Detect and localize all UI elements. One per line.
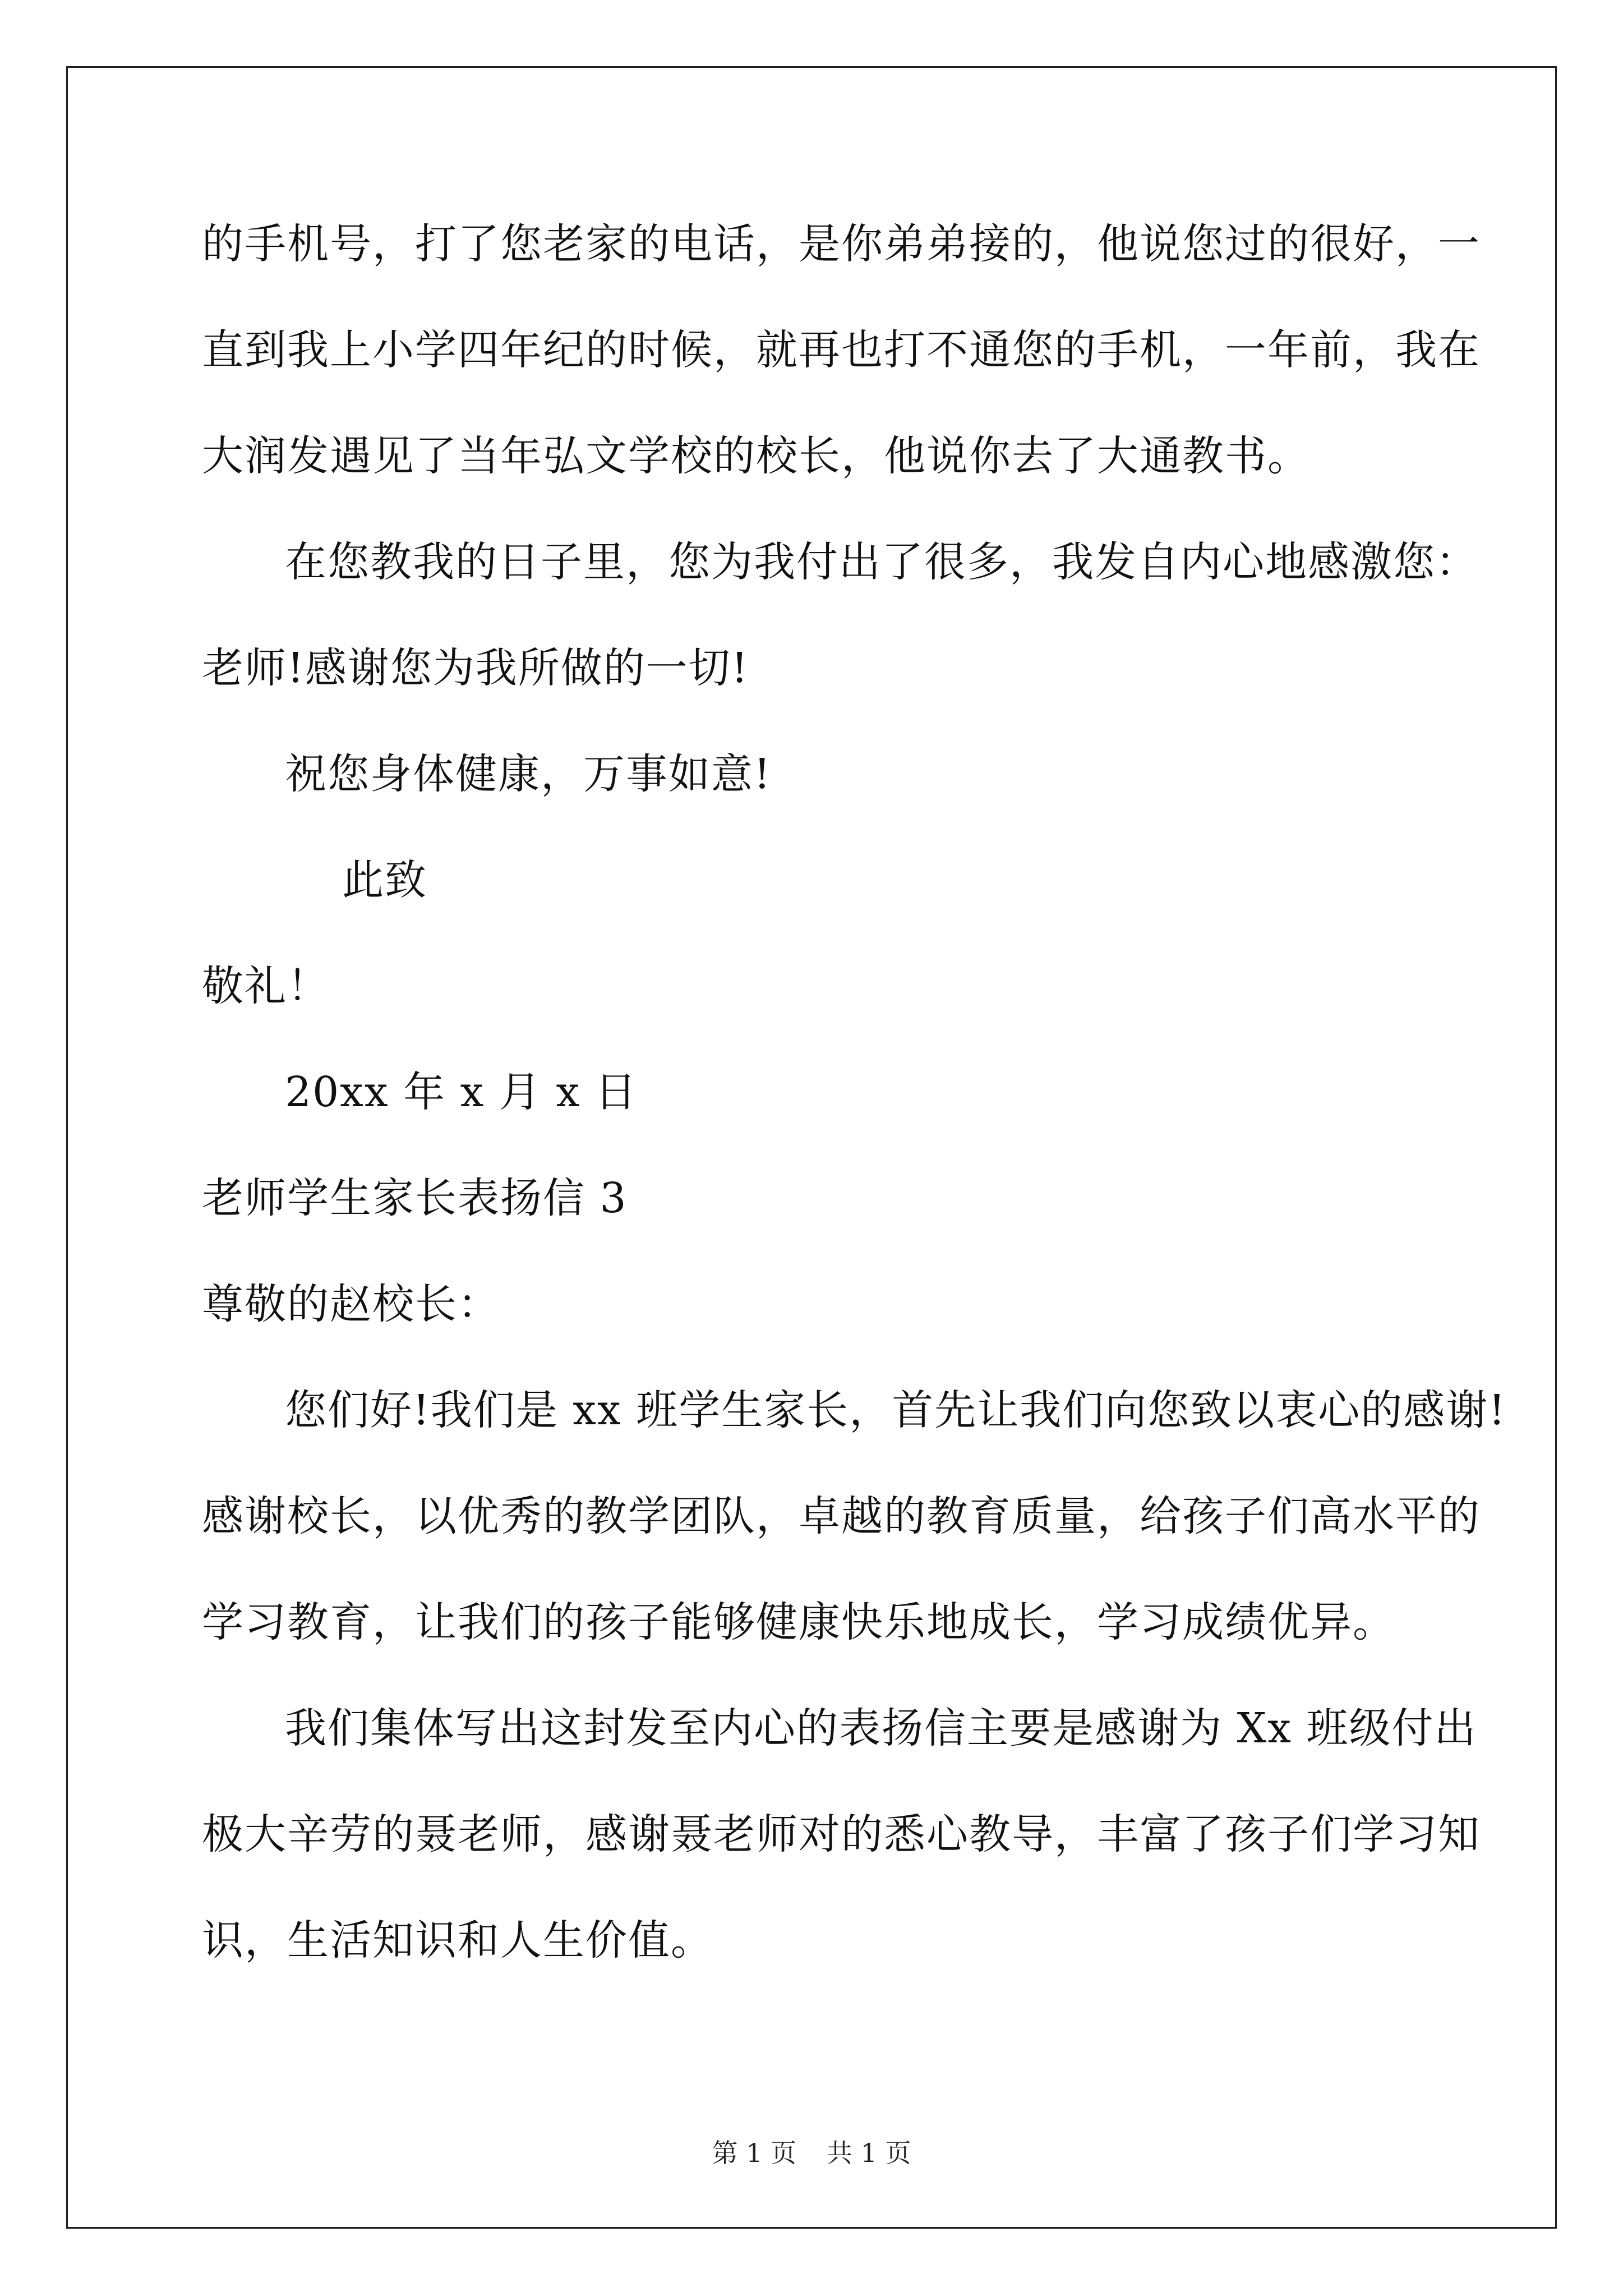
closing-salutation: 此致	[342, 856, 427, 904]
text-line: 大润发遇见了当年弘文学校的校长，他说你去了大通教书。	[202, 432, 1310, 480]
page-number: 第 1 页	[712, 2138, 796, 2168]
text-line: 我们集体写出这封发至内心的表扬信主要是感谢为 Xx 班级付出	[285, 1704, 1477, 1752]
text-line: 的手机号，打了您老家的电话，是你弟弟接的，他说您过的很好，一	[202, 220, 1481, 268]
text-line: 您们好!我们是 xx 班学生家长，首先让我们向您致以衷心的感谢!	[285, 1386, 1506, 1434]
text-line: 识，生活知识和人生价值。	[202, 1916, 713, 1964]
text-line: 直到我上小学四年纪的时候，就再也打不通您的手机，一年前，我在	[202, 326, 1481, 374]
text-line: 祝您身体健康，万事如意!	[285, 750, 772, 798]
letter-greeting: 尊敬的赵校长：	[202, 1280, 500, 1328]
text-line: 感谢校长，以优秀的教学团队，卓越的教育质量，给孩子们高水平的	[202, 1492, 1481, 1540]
text-line: 极大辛劳的聂老师，感谢聂老师对的悉心教导，丰富了孩子们学习知	[202, 1810, 1481, 1858]
text-line: 学习教育，让我们的孩子能够健康快乐地成长，学习成绩优异。	[202, 1598, 1395, 1646]
closing-regards: 敬礼！	[202, 962, 330, 1010]
text-line: 老师!感谢您为我所做的一切!	[202, 644, 749, 692]
letter-body	[202, 208, 1506, 2010]
page-footer	[0, 2136, 1623, 2170]
letter-date: 20xx 年 x 月 x 日	[285, 1068, 638, 1116]
text-line: 在您教我的日子里，您为我付出了很多，我发自内心地感激您：	[285, 538, 1478, 586]
section-title: 老师学生家长表扬信 3	[202, 1174, 628, 1222]
page-total: 共 1 页	[827, 2138, 911, 2168]
